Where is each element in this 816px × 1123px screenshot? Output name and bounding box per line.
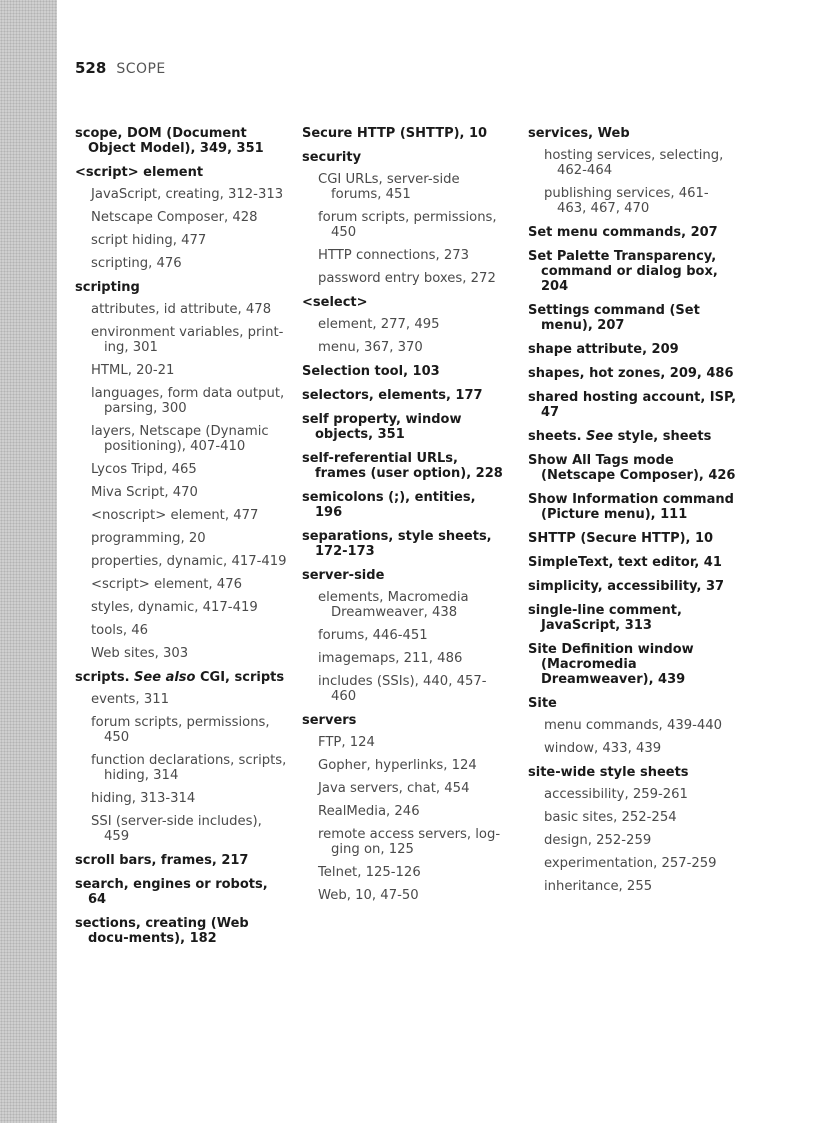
sub-term: properties, dynamic, 417-419 xyxy=(91,554,287,569)
main-term-target: CGI, scripts xyxy=(195,670,285,685)
sub-term: imagemaps, 211, 486 xyxy=(318,651,463,666)
index-entry xyxy=(528,390,738,420)
sub-term: languages, form data output, parsing, 300 xyxy=(91,386,285,416)
index-entry xyxy=(75,916,287,946)
main-term: Show All Tags mode (Netscape Composer), 426 xyxy=(528,453,736,483)
sub-term: design, 252-259 xyxy=(544,833,652,848)
main-term: self property, window objects, 351 xyxy=(302,412,462,442)
main-term: services, Web xyxy=(528,126,630,141)
sub-term: events, 311 xyxy=(91,692,169,707)
sub-term: <script> element, 476 xyxy=(91,577,242,592)
main-term: <script> element xyxy=(75,165,204,180)
index-entry xyxy=(528,342,738,357)
main-term: selectors, elements, 177 xyxy=(302,388,483,403)
index-entry xyxy=(302,490,507,520)
index-entry xyxy=(528,531,738,546)
sub-term: attributes, id attribute, 478 xyxy=(91,302,272,317)
main-term: shape attribute, 209 xyxy=(528,342,679,357)
index-entry xyxy=(528,366,738,381)
running-head xyxy=(75,58,166,77)
sub-term: password entry boxes, 272 xyxy=(318,271,496,286)
sub-term: includes (SSIs), 440, 457-460 xyxy=(318,674,487,704)
main-term: Settings command (Set menu), 207 xyxy=(528,303,700,333)
sub-term: Java servers, chat, 454 xyxy=(318,781,470,796)
sub-term: forum scripts, permissions, 450 xyxy=(318,210,497,240)
main-term: <select> xyxy=(302,295,368,310)
index-entry xyxy=(528,453,738,483)
sub-term: element, 277, 495 xyxy=(318,317,440,332)
sub-term: menu commands, 439-440 xyxy=(544,718,723,733)
main-term: Show Information command (Picture menu), 111 xyxy=(528,492,734,522)
sub-term: elements, Macromedia Dreamweaver, 438 xyxy=(318,590,469,620)
main-term: semicolons (;), entities, 196 xyxy=(302,490,476,520)
index-entry xyxy=(528,642,738,687)
index-entry xyxy=(528,765,738,894)
sub-term: SSI (server-side includes), 459 xyxy=(91,814,262,844)
main-term xyxy=(528,429,738,444)
index-entry xyxy=(75,877,287,907)
sub-term: JavaScript, creating, 312-313 xyxy=(91,187,284,202)
sub-term: menu, 367, 370 xyxy=(318,340,423,355)
main-term: shared hosting account, ISP, 47 xyxy=(528,390,737,420)
index-column-2 xyxy=(302,126,507,912)
index-entry xyxy=(302,412,507,442)
index-entry xyxy=(302,150,507,286)
main-term: self-referential URLs, frames (user option), 228 xyxy=(302,451,503,481)
index-entry xyxy=(528,225,738,240)
main-term: security xyxy=(302,150,362,165)
main-term: simplicity, accessibility, 37 xyxy=(528,579,725,594)
main-term: scripting xyxy=(75,280,140,295)
main-term: Set menu commands, 207 xyxy=(528,225,718,240)
sub-term: accessibility, 259-261 xyxy=(544,787,688,802)
main-term-text: sheets. xyxy=(528,429,587,444)
main-term: Site xyxy=(528,696,557,711)
main-term: Selection tool, 103 xyxy=(302,364,440,379)
page-number: 528 xyxy=(75,59,107,77)
main-term: SHTTP (Secure HTTP), 10 xyxy=(528,531,714,546)
index-entry xyxy=(302,364,507,379)
index-entry xyxy=(302,388,507,403)
sub-term: HTML, 20-21 xyxy=(91,363,175,378)
sub-term: layers, Netscape (Dynamic positioning), 407-410 xyxy=(91,424,269,454)
index-entry xyxy=(302,451,507,481)
index-entry xyxy=(528,603,738,633)
sub-term: hiding, 313-314 xyxy=(91,791,196,806)
sub-term: Web, 10, 47-50 xyxy=(318,888,419,903)
index-entry xyxy=(528,249,738,294)
sub-term: Miva Script, 470 xyxy=(91,485,198,500)
sub-term: styles, dynamic, 417-419 xyxy=(91,600,258,615)
main-term-text: scripts. xyxy=(75,670,135,685)
main-term: Set Palette Transparency, command or dialog box, 204 xyxy=(528,249,718,294)
sub-term: remote access servers, log-ging on, 125 xyxy=(318,827,501,857)
main-term: single-line comment, JavaScript, 313 xyxy=(528,603,682,633)
index-entry xyxy=(75,670,287,844)
index-entry xyxy=(302,295,507,355)
sub-term: programming, 20 xyxy=(91,531,206,546)
sub-term: script hiding, 477 xyxy=(91,233,207,248)
sub-term: Netscape Composer, 428 xyxy=(91,210,258,225)
main-term xyxy=(75,670,287,685)
index-entry xyxy=(302,126,507,141)
index-entry xyxy=(528,126,738,216)
index-column-1 xyxy=(75,126,287,955)
sub-term: Telnet, 125-126 xyxy=(318,865,421,880)
sub-term: FTP, 124 xyxy=(318,735,375,750)
sub-term: tools, 46 xyxy=(91,623,149,638)
index-entry xyxy=(302,529,507,559)
index-column-3 xyxy=(528,126,738,903)
index-entry xyxy=(528,429,738,444)
main-term: scroll bars, frames, 217 xyxy=(75,853,249,868)
index-entry xyxy=(528,555,738,570)
main-term: server-side xyxy=(302,568,385,583)
main-term: servers xyxy=(302,713,357,728)
section-title: SCOPE xyxy=(116,61,166,77)
main-term-target: style, sheets xyxy=(613,429,712,444)
sub-term: RealMedia, 246 xyxy=(318,804,420,819)
index-entry xyxy=(75,853,287,868)
sub-term: Gopher, hyperlinks, 124 xyxy=(318,758,477,773)
sub-term: forums, 446-451 xyxy=(318,628,428,643)
main-term: sections, creating (Web docu-ments), 182 xyxy=(75,916,249,946)
sub-term: forum scripts, permissions, 450 xyxy=(91,715,270,745)
index-entry xyxy=(302,568,507,704)
sub-term: window, 433, 439 xyxy=(544,741,662,756)
main-term: SimpleText, text editor, 41 xyxy=(528,555,722,570)
sub-term: <noscript> element, 477 xyxy=(91,508,259,523)
index-entry xyxy=(528,303,738,333)
sub-term: HTTP connections, 273 xyxy=(318,248,470,263)
index-entry xyxy=(528,492,738,522)
index-entry xyxy=(75,126,287,156)
sub-term: CGI URLs, server-side forums, 451 xyxy=(318,172,460,202)
main-term: scope, DOM (Document Object Model), 349, 351 xyxy=(75,126,264,156)
sub-term: Web sites, 303 xyxy=(91,646,189,661)
main-term: search, engines or robots, 64 xyxy=(75,877,268,907)
index-entry xyxy=(528,579,738,594)
sub-term: Lycos Tripd, 465 xyxy=(91,462,197,477)
sub-term: publishing services, 461-463, 467, 470 xyxy=(544,186,709,216)
page-edge-shading xyxy=(0,0,57,1123)
sub-term: basic sites, 252-254 xyxy=(544,810,677,825)
see-also-reference: See xyxy=(586,429,614,444)
sub-term: function declarations, scripts, hiding, 314 xyxy=(91,753,287,783)
sub-term: hosting services, selecting, 462-464 xyxy=(544,148,724,178)
see-also-reference: See also xyxy=(134,670,196,685)
index-entry xyxy=(75,165,287,271)
main-term: separations, style sheets, 172-173 xyxy=(302,529,492,559)
sub-term: environment variables, print-ing, 301 xyxy=(91,325,284,355)
main-term: Secure HTTP (SHTTP), 10 xyxy=(302,126,488,141)
sub-term: inheritance, 255 xyxy=(544,879,653,894)
index-entry xyxy=(75,280,287,661)
main-term: shapes, hot zones, 209, 486 xyxy=(528,366,734,381)
index-entry xyxy=(302,713,507,903)
sub-term: experimentation, 257-259 xyxy=(544,856,717,871)
index-entry xyxy=(528,696,738,756)
sub-term: scripting, 476 xyxy=(91,256,182,271)
main-term: site-wide style sheets xyxy=(528,765,689,780)
main-term: Site Definition window (Macromedia Dreamweaver), 439 xyxy=(528,642,694,687)
